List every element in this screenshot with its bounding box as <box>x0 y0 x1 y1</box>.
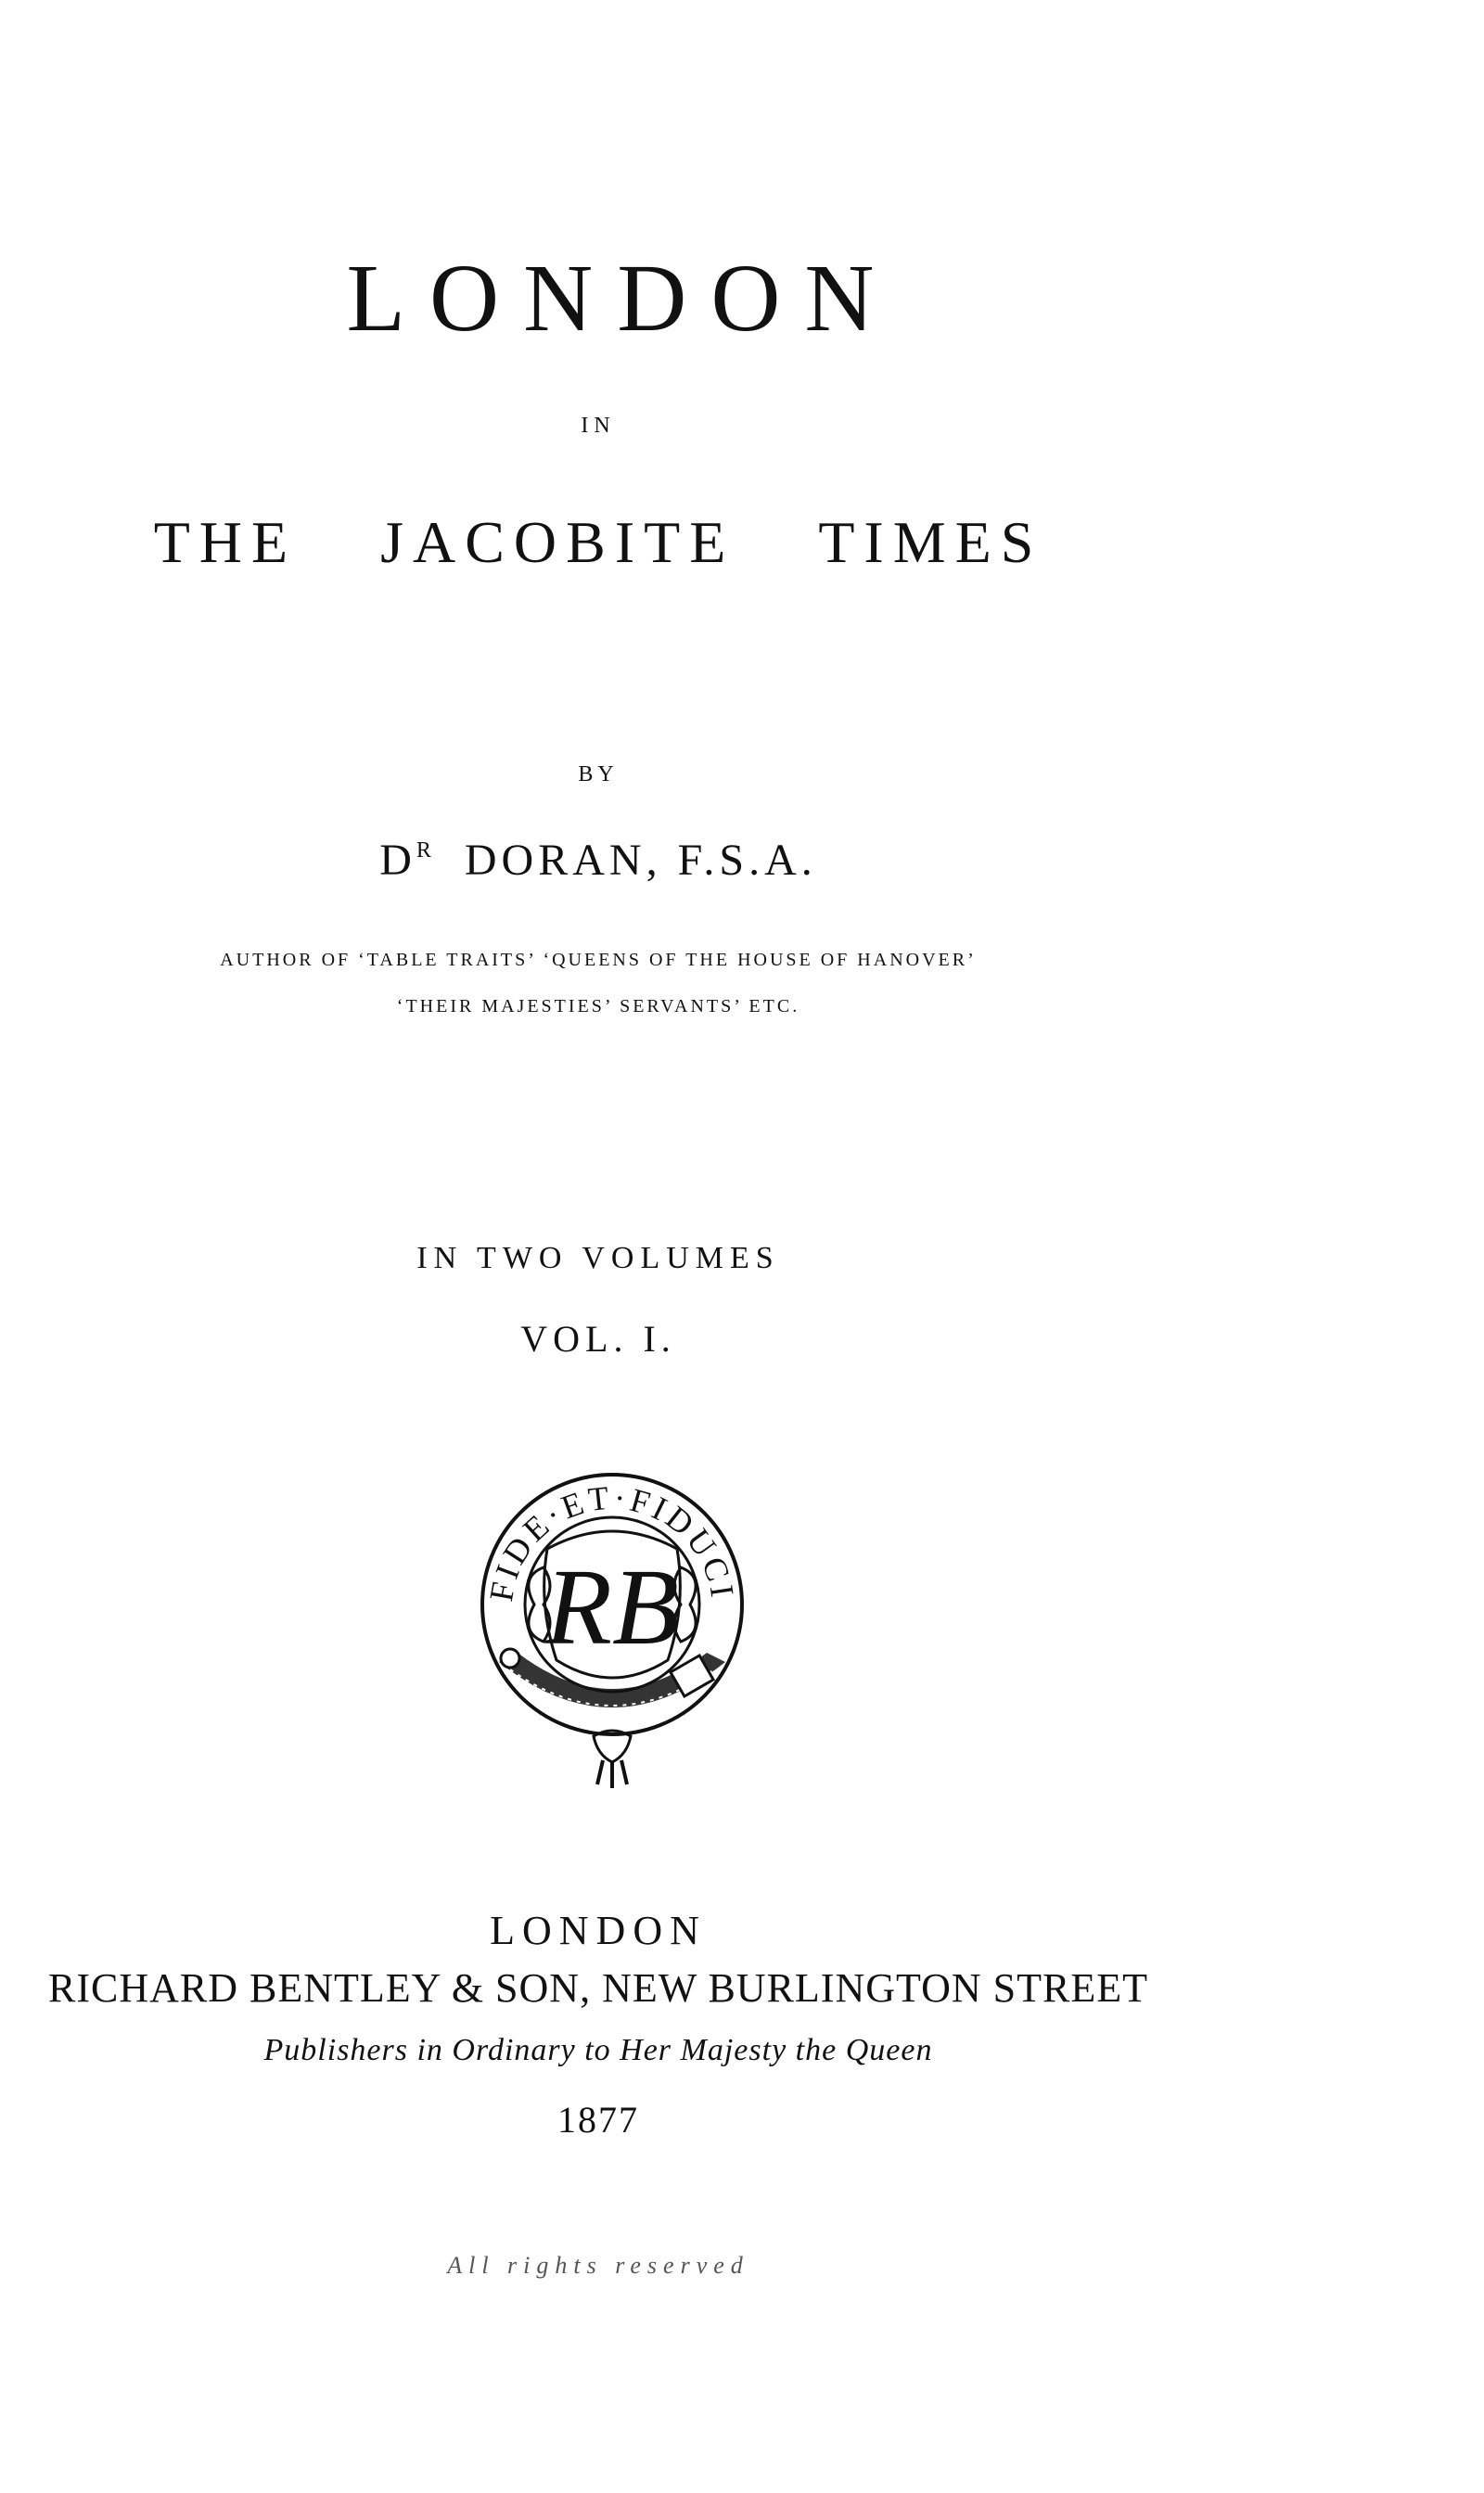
title-connector: IN <box>581 414 616 438</box>
author-works-line-2: ‘THEIR MAJESTIES’ SERVANTS’ ETC. <box>396 996 800 1016</box>
svg-text:FIDE·ET·FIDUCIA: FIDE·ET·FIDUCI <box>482 1478 742 1604</box>
author-prefix-sup: R <box>416 838 433 863</box>
volume-number: VOL. I. <box>520 1318 676 1360</box>
publisher-seal-icon <box>454 1447 770 1799</box>
book-subtitle <box>0 508 1196 577</box>
subtitle-word: THE <box>153 509 298 575</box>
author-name <box>0 835 1196 886</box>
book-title: LONDON <box>346 245 899 352</box>
rights-notice: All rights reserved <box>447 2252 749 2279</box>
by-label: BY <box>578 762 619 786</box>
author-prefix: D <box>379 836 416 885</box>
author-surname: DORAN, F.S.A. <box>464 836 817 885</box>
author-works-line-1: AUTHOR OF ‘TABLE TRAITS’ ‘QUEENS OF THE HOUSE OF HANOVER’ <box>220 950 977 970</box>
subtitle-word: TIMES <box>818 509 1043 575</box>
imprint-year: 1877 <box>557 2099 639 2141</box>
volume-set: IN TWO VOLUMES <box>416 1241 780 1275</box>
imprint-note: Publishers in Ordinary to Her Majesty the Queen <box>263 2033 933 2067</box>
imprint-publisher: RICHARD BENTLEY & SON, NEW BURLINGTON STREET <box>48 1965 1148 2011</box>
imprint-city: LONDON <box>490 1908 707 1953</box>
svg-text:RB: RB <box>544 1546 680 1668</box>
subtitle-word: JACOBITE <box>380 509 736 575</box>
